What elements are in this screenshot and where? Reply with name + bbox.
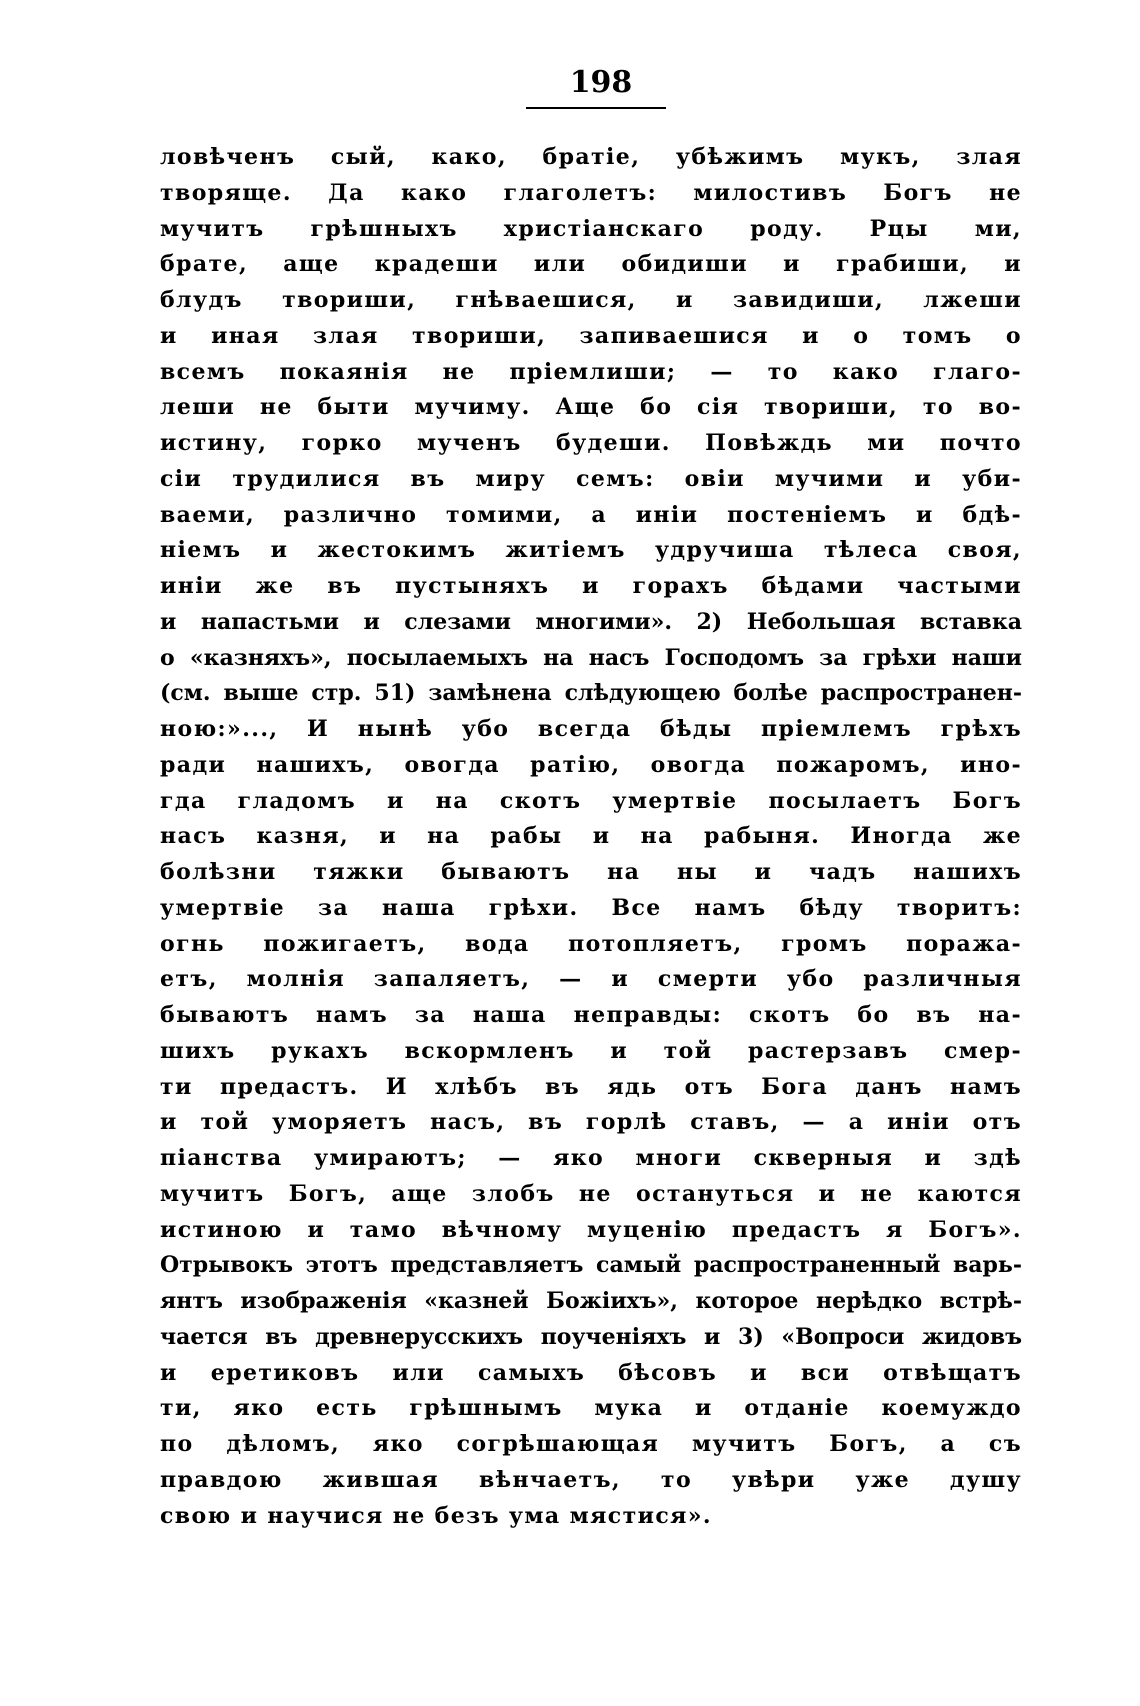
text-line: блудъ твориши, гнѣваешися, и завидиши, лжеши bbox=[160, 287, 1022, 313]
text-line: етъ, молнія запаляетъ, — и смерти убо различныя bbox=[160, 966, 1022, 993]
text-line: піанства умираютъ; — яко многи скверныя и здѣ bbox=[160, 1145, 1022, 1171]
text-line: ніемъ и жестокимъ житіемъ удручиша тѣлеса своя, bbox=[160, 537, 1022, 564]
text-line: истину, горко мученъ будеши. Повѣждь ми почто bbox=[160, 430, 1022, 456]
text-line: о «казняхъ», посылаемыхъ на насъ Господомъ за грѣхи наши bbox=[160, 644, 1022, 671]
page-number: 198 bbox=[569, 65, 633, 100]
text-line: сіи трудилися въ миру семъ: овіи мучими и уби- bbox=[160, 465, 1022, 492]
text-line: ти предастъ. И хлѣбъ въ ядь отъ Бога данъ намъ bbox=[160, 1073, 1022, 1100]
text-line: истиною и тамо вѣчному муценію предастъ я Богъ». bbox=[160, 1216, 1022, 1243]
text-line: иніи же въ пустыняхъ и горахъ бѣдами частыми bbox=[160, 573, 1022, 599]
text-line: творяще. Да како глаголетъ: милостивъ Богъ не bbox=[160, 179, 1022, 206]
text-line: болѣзни тяжки бываютъ на ны и чадъ нашихъ bbox=[160, 859, 1022, 885]
text-line: (см. выше стр. 51) замѣнена слѣдующею болѣе распространен- bbox=[160, 680, 1022, 707]
text-line: свою и научися не безъ ума мястися». bbox=[160, 1502, 712, 1529]
text-line: и той уморяетъ насъ, въ горлѣ ставъ, — а иніи отъ bbox=[160, 1109, 1022, 1136]
text-line: мучитъ Богъ, аще злобъ не остануться и не каются bbox=[160, 1180, 1022, 1207]
text-line: брате, аще крадеши или обидиши и грабиши, и bbox=[160, 251, 1022, 278]
text-line: ваеми, различно томими, а иніи постеніемъ и бдѣ- bbox=[160, 501, 1022, 528]
text-line: ти, яко есть грѣшнымъ мука и отданіе коемуждо bbox=[160, 1395, 1022, 1422]
text-line: ною:»..., И нынѣ убо всегда бѣды пріемлемъ грѣхъ bbox=[160, 716, 1022, 742]
text-line: Отрывокъ этотъ представляетъ самый распространенный варь- bbox=[160, 1252, 1022, 1279]
text-line: и еретиковъ или самыхъ бѣсовъ и вси отвѣщатъ bbox=[160, 1359, 1022, 1386]
text-line: насъ казня, и на рабы и на рабыня. Иногда же bbox=[160, 823, 1022, 850]
body-text bbox=[160, 140, 1022, 1534]
text-line: правдою жившая вѣнчаетъ, то увѣри уже душу bbox=[160, 1466, 1022, 1493]
text-line: шихъ рукахъ вскормленъ и той растерзавъ смер- bbox=[160, 1037, 1022, 1064]
text-line: и напастьми и слезами многими». 2) Небольшая вставка bbox=[160, 608, 1022, 635]
text-line: ради нашихъ, овогда ратію, овогда пожаромъ, ино- bbox=[160, 751, 1022, 778]
header-rule bbox=[526, 107, 666, 109]
text-line: чается въ древнерусскихъ поученіяхъ и 3) «Вопроси жидовъ bbox=[160, 1323, 1022, 1350]
text-line: ловѣченъ сый, како, братіе, убѣжимъ мукъ, злая bbox=[160, 144, 1022, 170]
text-line: и иная злая твориши, запиваешися и о томъ о bbox=[160, 322, 1022, 349]
text-line: умертвіе за наша грѣхи. Все намъ бѣду творитъ: bbox=[160, 894, 1022, 921]
text-line: по дѣломъ, яко согрѣшающая мучитъ Богъ, а съ bbox=[160, 1431, 1022, 1457]
text-line: огнь пожигаетъ, вода потопляетъ, громъ поража- bbox=[160, 930, 1022, 957]
text-line: бываютъ намъ за наша неправды: скотъ бо въ на- bbox=[160, 1002, 1022, 1028]
text-line: мучитъ грѣшныхъ христіанскаго роду. Рцы ми, bbox=[160, 215, 1022, 242]
text-line: всемъ покаянія не пріемлиши; — то како глаго- bbox=[160, 358, 1022, 385]
text-line: леши не быти мучиму. Аще бо сія твориши, то во- bbox=[160, 394, 1022, 421]
text-line: янтъ изображенія «казней Божіихъ», которое нерѣдко встрѣ- bbox=[160, 1288, 1022, 1314]
text-line: гда гладомъ и на скотъ умертвіе посылаетъ Богъ bbox=[160, 787, 1022, 814]
